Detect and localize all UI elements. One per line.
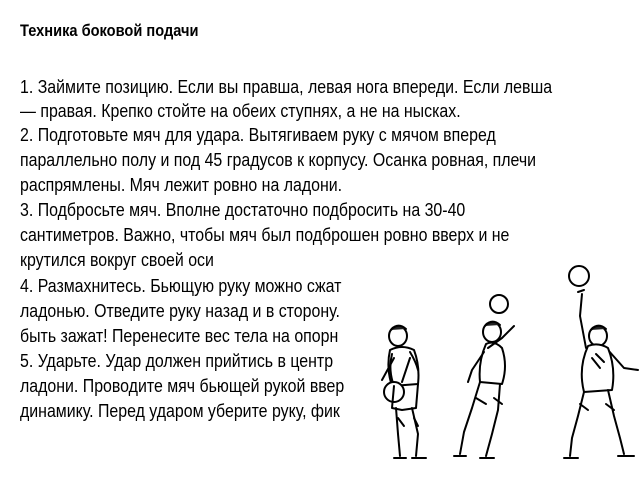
text-line: распрямлены. Мяч лежит ровно на ладони.: [20, 174, 343, 195]
text-line: параллельно полу и под 45 градусов к корпусу. Осанка ровная, плечи: [20, 149, 537, 170]
text-line: 3. Подбросьте мяч. Вполне достаточно подбросить на 30-40: [20, 199, 466, 220]
text-line: ладонью. Отведите руку назад и в сторону.: [20, 300, 340, 321]
text-line: 4. Размахнитесь. Бьющую руку можно сжат: [20, 275, 342, 296]
text-line: 5. Ударьте. Удар должен прийтись в центр: [20, 350, 334, 371]
text-line: быть зажат! Перенесите вес тела на опорн: [20, 325, 339, 346]
text-line: сантиметров. Важно, чтобы мяч был подброшен ровно вверх и не: [20, 224, 510, 245]
ball-icon: [490, 295, 508, 313]
player-figure-2: [454, 322, 514, 458]
text-line: динамику. Перед ударом уберите руку, фик: [20, 400, 340, 421]
text-line: крутился вокруг своей оси: [20, 249, 214, 270]
text-line: — правая. Крепко стойте на обеих ступнях, а не на нысках.: [20, 100, 461, 121]
text-line: ладони. Проводите мяч бьющей рукой ввер: [20, 375, 345, 396]
ball-icon: [569, 266, 589, 286]
page-title: Техника боковой подачи: [20, 21, 199, 40]
player-figure-3: [564, 290, 638, 458]
text-line: 2. Подготовьте мяч для удара. Вытягиваем руку с мячом вперед: [20, 124, 496, 145]
text-line: 1. Займите позицию. Если вы правша, левая нога впереди. Если левша: [20, 76, 553, 97]
player-figure-1: [382, 326, 426, 458]
serve-sequence-illustration: [368, 258, 640, 480]
